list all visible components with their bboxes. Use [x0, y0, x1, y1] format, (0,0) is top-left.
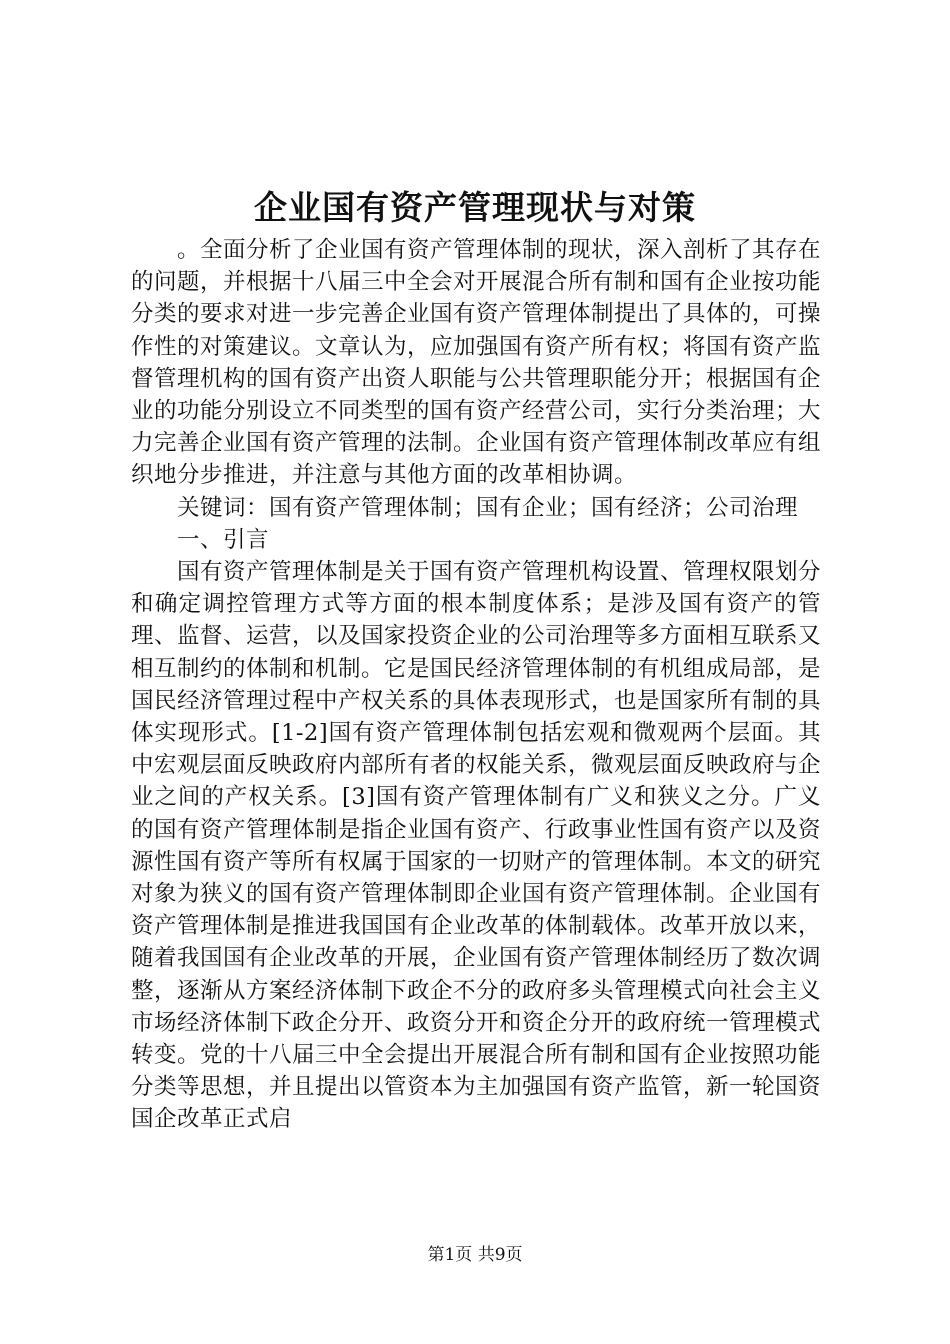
keywords-paragraph: 关键词：国有资产管理体制；国有企业；国有经济；公司治理	[177, 494, 799, 521]
section-heading: 一、引言	[177, 526, 270, 553]
body-paragraph: 国有资产管理体制是关于国有资产管理机构设置、管理权限划分和确定调控管理方式等方面的根本制度体系；是涉及国有资产的管理、监督、运营，以及国家投资企业的公司治理等多方面相互联系又相互制约的体制和机制。它是国民经济管理体制的有机组成局部，是国民经济管理过程中产权关系的具体表现形式，也是国家所有制的具体实现形式。[1-2]国有资产管理体制包括宏观和微观两个层面。其中宏观层面反映政府内部所有者的权能关系，微观层面反映政府与企业之间的产权关系。[3]国有资产管理体制有广义和狭义之分。广义的国有资产管理体制是指企业国有资产、行政事业性国有资产以及资源性国有资产等所有权属于国家的一切财产的管理体制。本文的研究对象为狭义的国有资产管理体制即企业国有资产管理体制。企业国有资产管理体制是推进我国国有企业改革的体制载体。改革开放以来，随着我国国有企业改革的开展，企业国有资产管理体制经历了数次调整，逐渐从方案经济体制下政企不分的政府多头管理模式向社会主义市场经济体制下政企分开、政资分开和资企分开的政府统一管理模式转变。党的十八届三中全会提出开展混合所有制和国有企业按照功能分类等思想，并且提出以管资本为主加强国有资产监管，新一轮国资国企改革正式启	[131, 559, 822, 1133]
document-title: 企业国有资产管理现状与对策	[254, 188, 696, 227]
document-body	[131, 234, 821, 1136]
abstract-paragraph: 。全面分析了企业国有资产管理体制的现状，深入剖析了其存在的问题，并根据十八届三中全会对开展混合所有制和国有企业按功能分类的要求对进一步完善企业国有资产管理体制提出了具体的，可操作性的对策建议。文章认为，应加强国有资产所有权；将国有资产监督管理机构的国有资产出资人职能与公共管理职能分开；根据国有企业的功能分别设立不同类型的国有资产经营公司，实行分类治理；大力完善企业国有资产管理的法制。企业国有资产管理体制改革应有组织地分步推进，并注意与其他方面的改革相协调。	[131, 237, 822, 489]
page-number: 第1页 共9页	[427, 1245, 523, 1265]
